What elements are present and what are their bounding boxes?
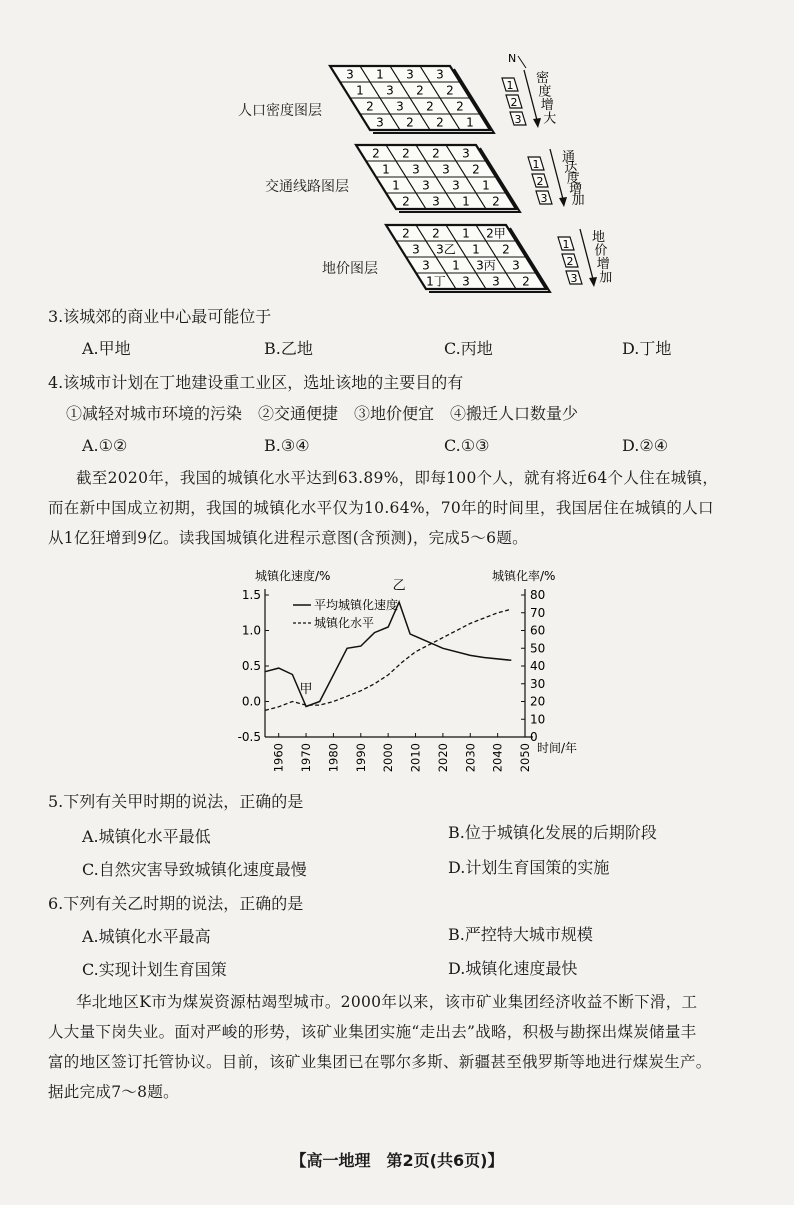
q4-option-c[interactable]: C.①③ — [444, 436, 490, 455]
arrow-head — [589, 277, 597, 287]
legend-caption-char: 增 — [569, 182, 583, 198]
annotation-label: 甲 — [299, 681, 313, 697]
q3-stem: 3.该城郊的商业中心最可能位于 — [48, 307, 272, 326]
passage-urbanization — [48, 463, 768, 553]
legend-box-value: 2 — [566, 255, 574, 268]
x-tick-label: 1980 — [326, 743, 341, 773]
q5-option-a[interactable]: A.城镇化水平最低 — [82, 827, 211, 846]
q3-option-d[interactable]: D.丁地 — [622, 339, 672, 358]
legend-caption-char: 达 — [564, 160, 578, 176]
layer-label-landprice: 地价图层 — [322, 261, 378, 277]
passage-line: 截至2020年，我国的城镇化水平达到63.89%，即每100个人，就有将近64个人住在城镇， — [76, 469, 719, 487]
grid-cell-value: 3 — [386, 83, 394, 98]
passage-line: 人大量下岗失业。面对严峻的形势，该矿业集团实施“走出去”战略，积极与勘探出煤炭储量丰 — [48, 1023, 697, 1041]
right-tick-label: 80 — [530, 588, 546, 602]
passage-line: 据此完成7～8题。 — [48, 1083, 179, 1101]
q3-option-c[interactable]: C.丙地 — [444, 339, 493, 358]
left-axis-title: 城镇化速度/% — [255, 569, 331, 583]
grid-cell-value: 1 — [356, 83, 364, 98]
q6-option-d[interactable]: D.城镇化速度最快 — [448, 959, 578, 978]
left-tick-label: 0.0 — [241, 694, 261, 709]
grid-cell-value: 1 — [466, 115, 474, 130]
q4-option-b[interactable]: B.③④ — [264, 436, 310, 455]
annotation-label: 乙 — [392, 578, 406, 594]
urbanization-chart — [225, 562, 585, 782]
q5-option-b[interactable]: B.位于城镇化发展的后期阶段 — [448, 823, 657, 842]
passage-line: 华北地区K市为煤炭资源枯竭型城市。2000年以来，该市矿业集团经济收益不断下滑，工 — [76, 993, 698, 1011]
grid-cell-value: 3 — [432, 194, 440, 209]
layer-traffic — [356, 145, 585, 212]
right-tick-label: 0 — [530, 730, 538, 744]
grid-cell-value: 1 — [482, 178, 490, 193]
layer-label-traffic: 交通线路图层 — [265, 179, 349, 195]
grid-cell-value: 3 — [406, 67, 414, 82]
x-tick-label: 2010 — [408, 743, 423, 773]
x-tick-label: 1970 — [299, 743, 314, 773]
passage-line: 从1亿狂增到9亿。读我国城镇化进程示意图(含预测)，完成5～6题。 — [48, 529, 528, 547]
right-tick-label: 70 — [530, 605, 546, 620]
grid-cell-value: 3丙 — [476, 258, 496, 273]
grid-cell-value: 3 — [346, 67, 354, 82]
legend-caption-char: 加 — [599, 270, 613, 286]
right-tick-label: 20 — [530, 694, 546, 709]
right-tick-label: 60 — [530, 623, 546, 638]
grid-cell-value: 1 — [382, 162, 390, 177]
grid-cell-value: 3 — [462, 146, 470, 161]
grid-cell-value: 1 — [472, 242, 480, 257]
legend-box-value: 3 — [514, 113, 522, 126]
q6-option-c[interactable]: C.实现计划生育国策 — [82, 960, 227, 979]
grid-cell-value: 1 — [462, 226, 470, 241]
grid-cell-value: 2 — [432, 226, 440, 241]
grid-cell-value: 3 — [462, 274, 470, 289]
legend-caption-char: 增 — [596, 257, 610, 272]
q6-option-b[interactable]: B.严控特大城市规模 — [448, 925, 593, 944]
q4-option-d[interactable]: D.②④ — [622, 436, 669, 455]
x-axis-title: 时间/年 — [537, 741, 578, 755]
legend-box-value: 3 — [540, 192, 548, 205]
north-arrow-icon — [518, 56, 526, 68]
legend-label-level: 城镇化水平 — [314, 616, 375, 630]
grid-cell-value: 2 — [456, 99, 464, 114]
legend-caption-char: 通 — [562, 150, 576, 165]
q6-option-a[interactable]: A.城镇化水平最高 — [82, 927, 211, 946]
legend-caption-char: 度 — [538, 84, 552, 100]
grid-cell-value: 3 — [436, 67, 444, 82]
grid-cell-value: 2 — [372, 146, 380, 161]
q3-option-a[interactable]: A.甲地 — [82, 339, 131, 358]
legend-caption-char: 度 — [566, 171, 580, 187]
legend-caption-char: 增 — [540, 98, 554, 113]
right-tick-label: 50 — [530, 641, 546, 656]
legend-caption-char: 价 — [594, 243, 608, 259]
right-axis-title: 城镇化率/% — [492, 569, 556, 583]
grid-cell-value: 2 — [402, 146, 410, 161]
grid-cell-value: 3 — [512, 258, 520, 273]
grid-cell-value: 2甲 — [486, 226, 506, 241]
grid-cell-value: 2 — [492, 194, 500, 209]
grid-cell-value: 2 — [472, 162, 480, 177]
legend-caption-char: 地 — [592, 230, 606, 245]
grid-cell-value: 2 — [406, 115, 414, 130]
grid-cell-value: 3 — [412, 162, 420, 177]
x-tick-label: 1990 — [353, 743, 368, 773]
grid-cell-value: 2 — [522, 274, 530, 289]
grid-cell-value: 2 — [502, 242, 510, 257]
legend-box-value: 2 — [510, 96, 518, 109]
grid-cell-value: 2 — [366, 99, 374, 114]
q3-option-b[interactable]: B.乙地 — [264, 339, 313, 358]
left-tick-label: 1.0 — [241, 623, 261, 638]
grid-cell-value: 3 — [396, 99, 404, 114]
q5-option-c[interactable]: C.自然灾害导致城镇化速度最慢 — [82, 860, 307, 879]
layer-density — [330, 52, 556, 133]
passage-coal-city — [48, 987, 768, 1107]
x-tick-label: 2040 — [490, 743, 505, 773]
x-tick-label: 1960 — [271, 743, 286, 773]
grid-cell-value: 1 — [452, 258, 460, 273]
left-tick-label: -0.5 — [237, 730, 261, 744]
q4-option-a[interactable]: A.①② — [82, 436, 128, 455]
grid-cell-value: 1 — [392, 178, 400, 193]
layer-landprice — [386, 225, 612, 292]
grid-cell-value: 1 — [462, 194, 470, 209]
left-tick-label: 0.5 — [241, 659, 261, 673]
grid-cell-value: 3 — [492, 274, 500, 289]
legend-box-value: 1 — [532, 158, 540, 171]
north-label: N — [508, 52, 517, 65]
grid-cell-value: 3 — [442, 162, 450, 177]
grid-cell-value: 1 — [376, 67, 384, 82]
legend-box-value: 3 — [570, 272, 578, 285]
arrow-head — [533, 118, 541, 128]
page-footer: 【高一地理 第2页(共6页)】 — [290, 1151, 504, 1170]
legend-caption-char: 密 — [536, 71, 550, 86]
passage-line: 富的地区签订托管协议。目前，该矿业集团已在鄂尔多斯、新疆甚至俄罗斯等地进行煤炭生产。 — [48, 1053, 712, 1071]
legend-caption-char: 大 — [543, 111, 557, 127]
layer-diagram — [300, 52, 613, 297]
grid-cell-value: 2 — [432, 146, 440, 161]
grid-cell-value: 3 — [452, 178, 460, 193]
grid-cell-value: 3 — [422, 258, 430, 273]
legend-caption-char: 加 — [571, 193, 585, 209]
grid-cell-value: 2 — [416, 83, 424, 98]
x-tick-label: 2020 — [435, 743, 450, 773]
left-tick-label: 1.5 — [241, 588, 261, 602]
passage-line: 而在新中国成立初期，我国的城镇化水平仅为10.64%，70年的时间里，我国居住在城镇的人口 — [48, 499, 714, 517]
grid-cell-value: 2 — [402, 194, 410, 209]
right-tick-label: 40 — [530, 659, 546, 673]
x-tick-label: 2000 — [381, 743, 396, 773]
grid-cell-value: 2 — [402, 226, 410, 241]
layer-label-density: 人口密度图层 — [238, 103, 322, 119]
right-tick-label: 10 — [530, 712, 546, 727]
q5-option-d[interactable]: D.计划生育国策的实施 — [448, 858, 610, 877]
grid-cell-value: 3 — [376, 115, 384, 130]
grid-cell-value: 3乙 — [436, 242, 456, 257]
legend-box-value: 1 — [506, 79, 514, 92]
q4-items: ①减轻对城市环境的污染 ②交通便捷 ③地价便宜 ④搬迁人口数量少 — [66, 404, 579, 423]
legend-box-value: 2 — [536, 175, 544, 188]
grid-cell-value: 2 — [426, 99, 434, 114]
grid-cell-value: 1丁 — [426, 274, 446, 289]
q4-stem: 4.该城市计划在丁地建设重工业区，选址该地的主要目的有 — [48, 373, 464, 392]
arrow-head — [559, 197, 567, 207]
right-tick-label: 30 — [530, 676, 546, 691]
grid-cell-value: 2 — [436, 115, 444, 130]
grid-cell-value: 3 — [422, 178, 430, 193]
x-tick-label: 2030 — [463, 743, 478, 773]
legend-label-speed: 平均城镇化速度 — [314, 598, 399, 612]
grid-cell-value: 2 — [446, 83, 454, 98]
q6-stem: 6.下列有关乙时期的说法，正确的是 — [48, 894, 304, 913]
grid-cell-value: 3 — [412, 242, 420, 257]
legend-box-value: 1 — [562, 238, 570, 251]
q5-stem: 5.下列有关甲时期的说法，正确的是 — [48, 792, 304, 811]
x-tick-label: 2050 — [518, 743, 532, 773]
